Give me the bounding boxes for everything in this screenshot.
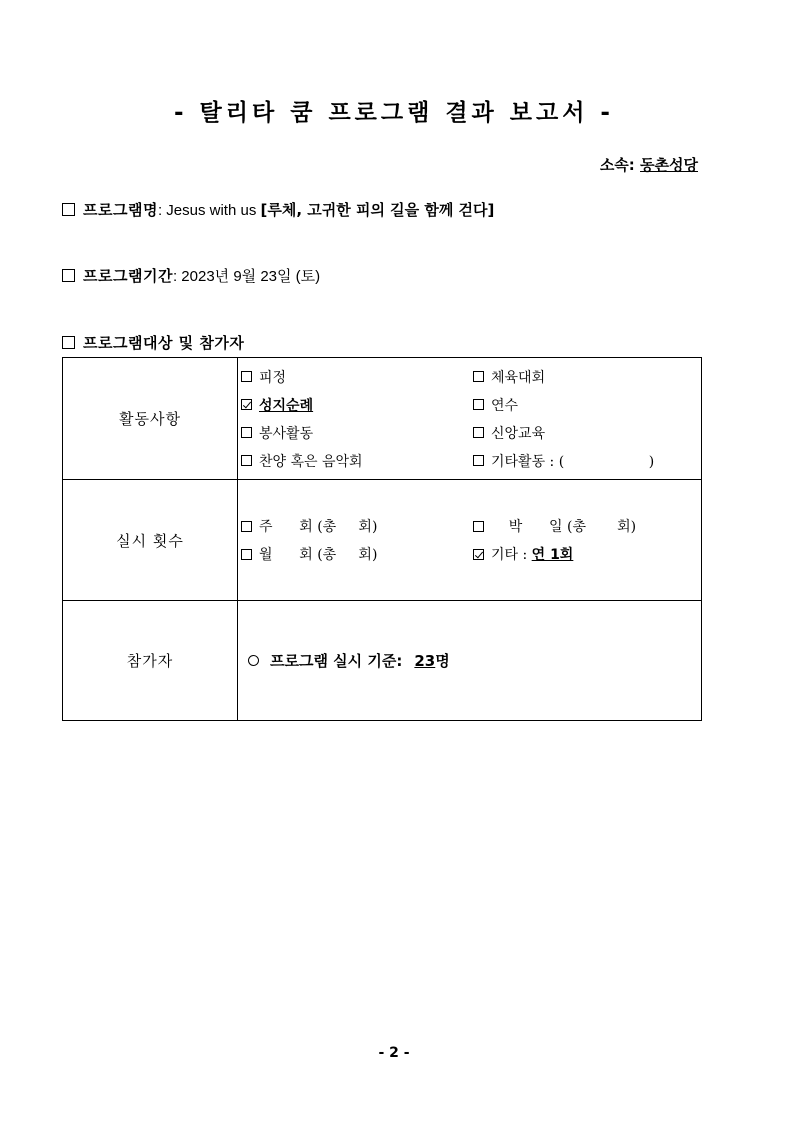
activity-option-retreat[interactable]: 피정 (241, 365, 473, 389)
checkbox-icon[interactable] (241, 427, 252, 438)
checkbox-icon[interactable] (473, 399, 484, 410)
page-number: - 2 - (378, 1045, 410, 1061)
program-table (62, 357, 702, 721)
frequency-option-weekly[interactable]: 주 회 (총 회) (241, 514, 473, 538)
checkbox-checked-icon[interactable] (473, 549, 484, 560)
affiliation-label: 소속: (599, 156, 635, 174)
participants-unit: 명 (435, 652, 450, 670)
checkbox-icon[interactable] (473, 427, 484, 438)
participants-row (63, 601, 702, 721)
activity-options-cell (238, 358, 702, 480)
program-target-label: 프로그램대상 및 참가자 (83, 334, 245, 352)
circle-bullet-icon (248, 655, 259, 666)
activity-option-training[interactable]: 연수 (473, 393, 705, 417)
section-program-period (62, 265, 320, 286)
activity-row (63, 358, 702, 480)
checkbox-icon[interactable] (473, 371, 484, 382)
program-name-label: 프로그램명 (83, 201, 158, 219)
frequency-option-overnight[interactable]: 박 일 (총 회) (473, 514, 705, 538)
activity-option-pilgrimage[interactable]: 성지순례 (241, 393, 473, 417)
checkbox-icon[interactable] (473, 455, 484, 466)
checkbox-icon[interactable] (473, 521, 484, 532)
activity-option-concert[interactable]: 찬양 혹은 음악회 (241, 449, 473, 473)
affiliation (600, 154, 698, 175)
activity-option-faith-education[interactable]: 신앙교육 (473, 421, 705, 445)
program-name-value: : Jesus with us [루체, 고귀한 피의 길을 함께 걷다] (157, 201, 495, 219)
square-bullet-icon (62, 336, 75, 349)
frequency-header: 실시 횟수 (63, 480, 238, 601)
frequency-other-value: 연 1회 (531, 547, 574, 563)
activity-option-sports[interactable]: 체육대회 (473, 365, 705, 389)
affiliation-org: 동촌성당 (640, 156, 698, 174)
checkbox-checked-icon[interactable] (241, 399, 252, 410)
frequency-row (63, 480, 702, 601)
frequency-option-monthly[interactable]: 월 회 (총 회) (241, 542, 473, 566)
square-bullet-icon (62, 203, 75, 216)
activity-option-other[interactable]: 기타활동 : ( ) (473, 449, 705, 473)
participants-label: 프로그램 실시 기준: (270, 652, 403, 670)
frequency-option-other[interactable]: 기타 : 연 1회 (473, 542, 705, 566)
program-period-value: : 2023년 9월 23일 (토) (172, 268, 321, 285)
checkbox-icon[interactable] (241, 371, 252, 382)
section-program-target (62, 332, 244, 353)
checkbox-icon[interactable] (241, 549, 252, 560)
frequency-options-cell (238, 480, 702, 601)
checkbox-icon[interactable] (241, 521, 252, 532)
participants-header: 참가자 (63, 601, 238, 721)
square-bullet-icon (62, 269, 75, 282)
section-program-name (62, 199, 494, 220)
program-period-label: 프로그램기간 (83, 267, 173, 285)
report-title: - 탈리타 쿰 프로그램 결과 보고서 - (174, 100, 614, 126)
participants-cell (238, 601, 702, 721)
program-name-subtitle: [루체, 고귀한 피의 길을 함께 걷다] (260, 201, 495, 219)
activity-header: 활동사항 (63, 358, 238, 480)
participants-count: 23 (414, 651, 436, 670)
activity-option-service[interactable]: 봉사활동 (241, 421, 473, 445)
checkbox-icon[interactable] (241, 455, 252, 466)
